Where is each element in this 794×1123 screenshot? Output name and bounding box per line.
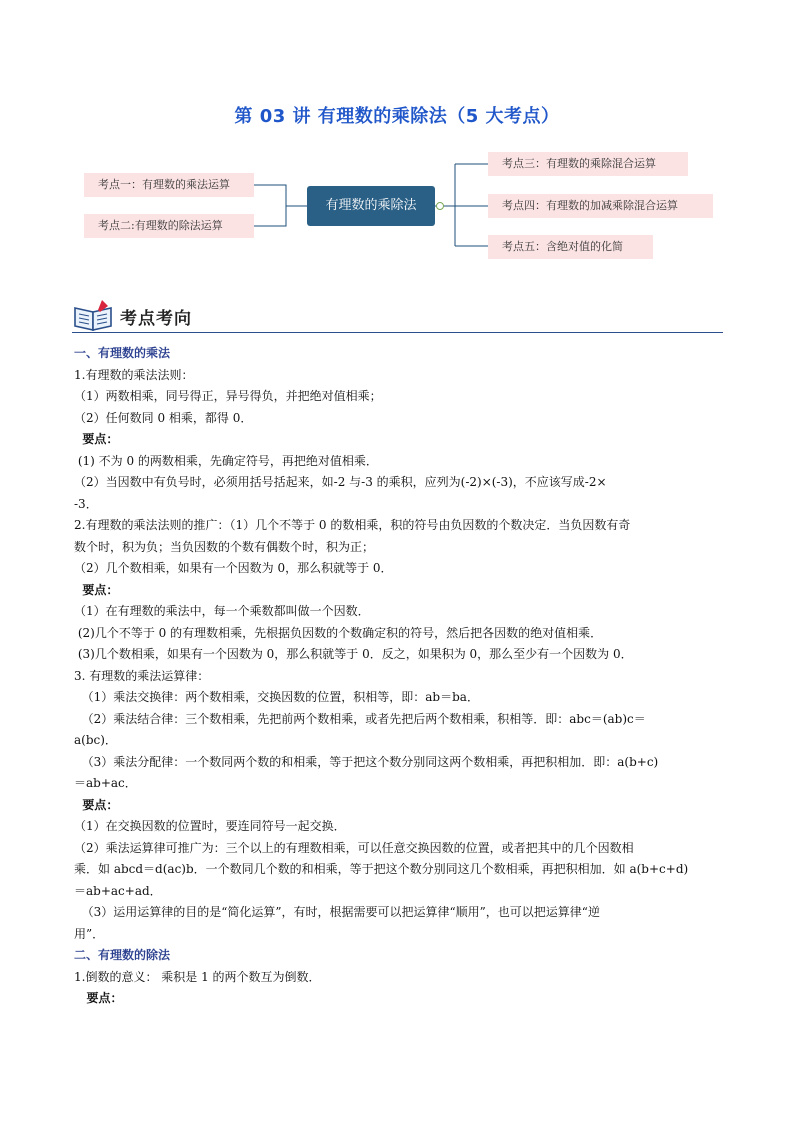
text-line: （2）几个数相乘，如果有一个因数为 0，那么积就等于 0． (74, 561, 393, 575)
section-header-title: 考点考向 (120, 309, 192, 329)
key-point-label: 要点： (74, 432, 119, 446)
mindmap-node-3: 考点三：有理数的乘除混合运算 (488, 152, 688, 176)
document-body (74, 343, 724, 1010)
mindmap-connectors (0, 0, 794, 300)
text-line: ＝ab+ac+ad． (74, 883, 162, 898)
text-line: 3. 有理数的乘法运算律： (74, 668, 210, 683)
mindmap-node-5: 考点五：含绝对值的化简 (488, 235, 653, 259)
text-line: （1）两数相乘，同号得正，异号得负，并把绝对值相乘； (74, 389, 382, 403)
mindmap-node-2: 考点二:有理数的除法运算 (84, 214, 254, 238)
text-line: 1.倒数的意义： 乘积是 1 的两个数互为倒数． (74, 969, 321, 984)
mindmap-center-node: 有理数的乘除法 (307, 186, 435, 226)
text-line: -3． (74, 496, 98, 511)
text-line: （2）任何数同 0 相乘，都得 0． (74, 410, 253, 425)
page-title: 第 03 讲 有理数的乘除法（5 大考点） (234, 106, 560, 127)
text-line: （2）当因数中有负号时，必须用括号括起来，如-2 与-3 的乘积，应列为(-2)×(-3)，不应该写成-2× (74, 475, 607, 489)
text-line: （1）在交换因数的位置时，要连同符号一起交换． (74, 819, 346, 833)
text-line: ＝ab+ac． (74, 776, 137, 790)
collapse-node-icon (437, 203, 444, 210)
text-line: a(bc)． (74, 733, 117, 747)
left-branch-line (254, 185, 286, 226)
text-line: （1）乘法交换律：两个数相乘，交换因数的位置，积相等，即：ab＝ba． (74, 690, 479, 704)
text-line: (1) 不为 0 的两数相乘，先确定符号，再把绝对值相乘． (74, 453, 378, 468)
text-line: （2）乘法结合律：三个数相乘，先把前两个数相乘，或者先把后两个数相乘，积相等．即：abc＝(ab)c＝ (74, 711, 646, 726)
section-header (72, 298, 723, 334)
open-book-icon (72, 298, 116, 332)
key-point-label: 要点： (74, 991, 123, 1005)
text-line: (2)几个不等于 0 的有理数相乘，先根据负因数的个数确定积的符号，然后把各因数的绝对值相乘． (74, 625, 603, 640)
section-heading: 一、有理数的乘法 (74, 346, 171, 360)
text-line: (3)几个数相乘，如果有一个因数为 0，那么积就等于 0．反之，如果积为 0，那么至少有一个因数为 0． (74, 647, 633, 661)
text-line: 用”． (74, 926, 105, 941)
section-heading: 二、有理数的除法 (74, 948, 171, 962)
text-line: 2.有理数的乘法法则的推广：（1）几个不等于 0 的数相乘，积的符号由负因数的个数决定．当负因数有奇 (74, 518, 631, 532)
text-line: （2）乘法运算律可推广为：三个以上的有理数相乘，可以任意交换因数的位置，或者把其中的几个因数相 (74, 840, 634, 855)
text-line: （1）在有理数的乘法中，每一个乘数都叫做一个因数． (74, 604, 370, 618)
text-line: （3）乘法分配律：一个数同两个数的和相乘，等于把这个数分别同这两个数相乘，再把积相加．即：a(b+c) (74, 754, 659, 769)
text-line: （3）运用运算律的目的是“简化运算”，有时，根据需要可以把运算律“顺用”，也可以把运算律“逆 (74, 905, 600, 919)
text-line: 1.有理数的乘法法则： (74, 367, 194, 382)
text-line: 数个时，积为负；当负因数的个数有偶数个时，积为正； (74, 539, 375, 554)
key-point-label: 要点： (74, 582, 119, 597)
mindmap-node-4: 考点四：有理数的加减乘除混合运算 (488, 194, 713, 218)
section-divider (72, 332, 723, 333)
key-point-label: 要点： (74, 797, 119, 812)
mindmap-node-1: 考点一：有理数的乘法运算 (84, 173, 254, 197)
text-line: 乘．如 abcd＝d(ac)b．一个数同几个数的和相乘，等于把这个数分别同这几个数相乘，再把积相加．如 a(b+c+d) (74, 862, 689, 876)
